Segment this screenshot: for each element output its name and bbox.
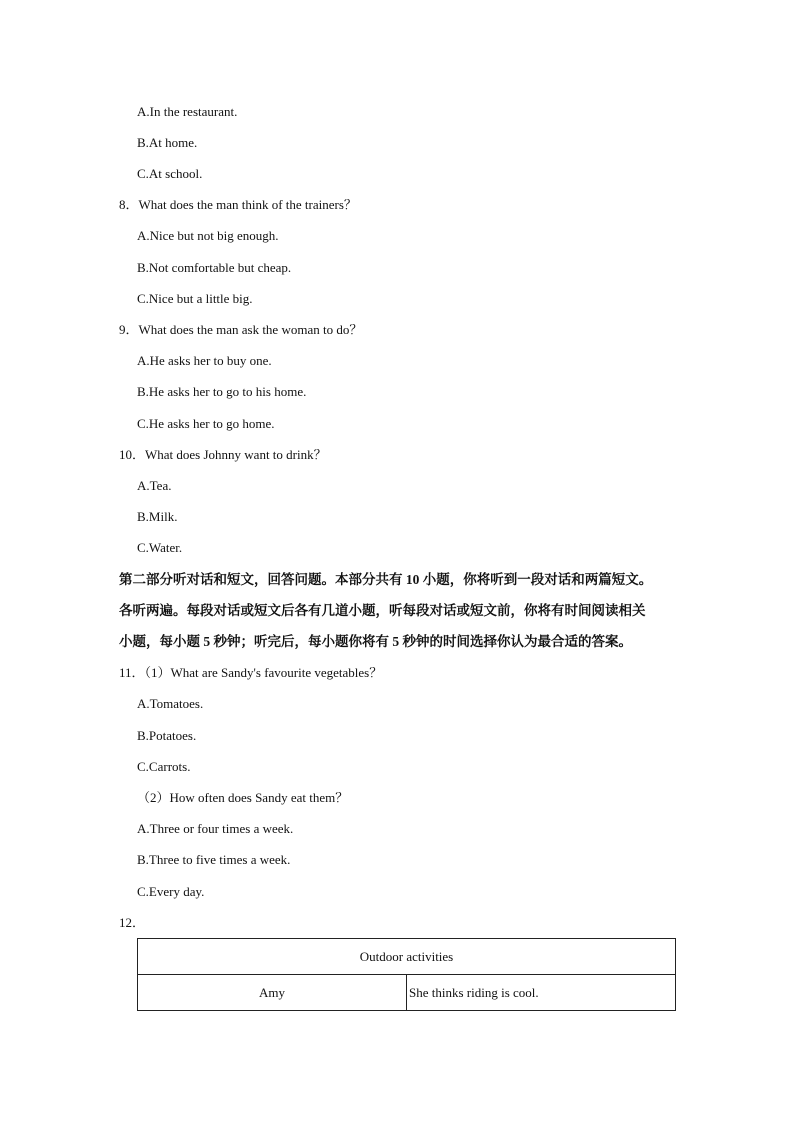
table-header: Outdoor activities (138, 939, 676, 975)
q7-option-a: A.In the restaurant. (137, 104, 238, 119)
section-instruction-line-3: 小题，每小题 5 秒钟；听完后，每小题你将有 5 秒钟的时间选择你认为最合适的答案。 (119, 634, 632, 649)
q11-2-option-a: A.Three or four times a week. (137, 821, 294, 836)
q10-option-c: C.Water. (137, 540, 183, 555)
question-11-2: （2）How often does Sandy eat them？ (137, 790, 349, 805)
q9-option-b: B.He asks her to go to his home. (137, 384, 307, 399)
question-10: 10．What does Johnny want to drink？ (119, 447, 327, 462)
q11-2-option-b: B.Three to five times a week. (137, 852, 291, 867)
table-cell-note: She thinks riding is cool. (407, 975, 676, 1011)
q9-option-a: A.He asks her to buy one. (137, 353, 272, 368)
table-cell-name: Amy (138, 975, 407, 1011)
outdoor-activities-table (137, 938, 676, 1011)
q8-option-c: C.Nice but a little big. (137, 291, 253, 306)
q11-2-option-c: C.Every day. (137, 884, 205, 899)
q11-1-option-b: B.Potatoes. (137, 728, 197, 743)
q7-option-c: C.At school. (137, 166, 203, 181)
q11-1-option-c: C.Carrots. (137, 759, 191, 774)
table-row (138, 975, 676, 1011)
question-11-1: 11．（1）What are Sandy's favourite vegetables？ (119, 665, 383, 680)
q8-option-a: A.Nice but not big enough. (137, 228, 279, 243)
q8-option-b: B.Not comfortable but cheap. (137, 260, 292, 275)
question-12: 12． (119, 915, 146, 930)
q9-option-c: C.He asks her to go home. (137, 416, 275, 431)
q10-option-a: A.Tea. (137, 478, 172, 493)
question-8: 8．What does the man think of the trainers？ (119, 197, 357, 212)
section-instruction-line-1: 第二部分听对话和短文，回答问题。本部分共有 10 小题，你将听到一段对话和两篇短文。 (119, 572, 653, 587)
q7-option-b: B.At home. (137, 135, 198, 150)
q10-option-b: B.Milk. (137, 509, 178, 524)
section-instruction-line-2: 各听两遍。每段对话或短文后各有几道小题，听每段对话或短文前，你将有时间阅读相关 (119, 603, 646, 618)
q11-1-option-a: A.Tomatoes. (137, 696, 204, 711)
question-9: 9．What does the man ask the woman to do？ (119, 322, 363, 337)
